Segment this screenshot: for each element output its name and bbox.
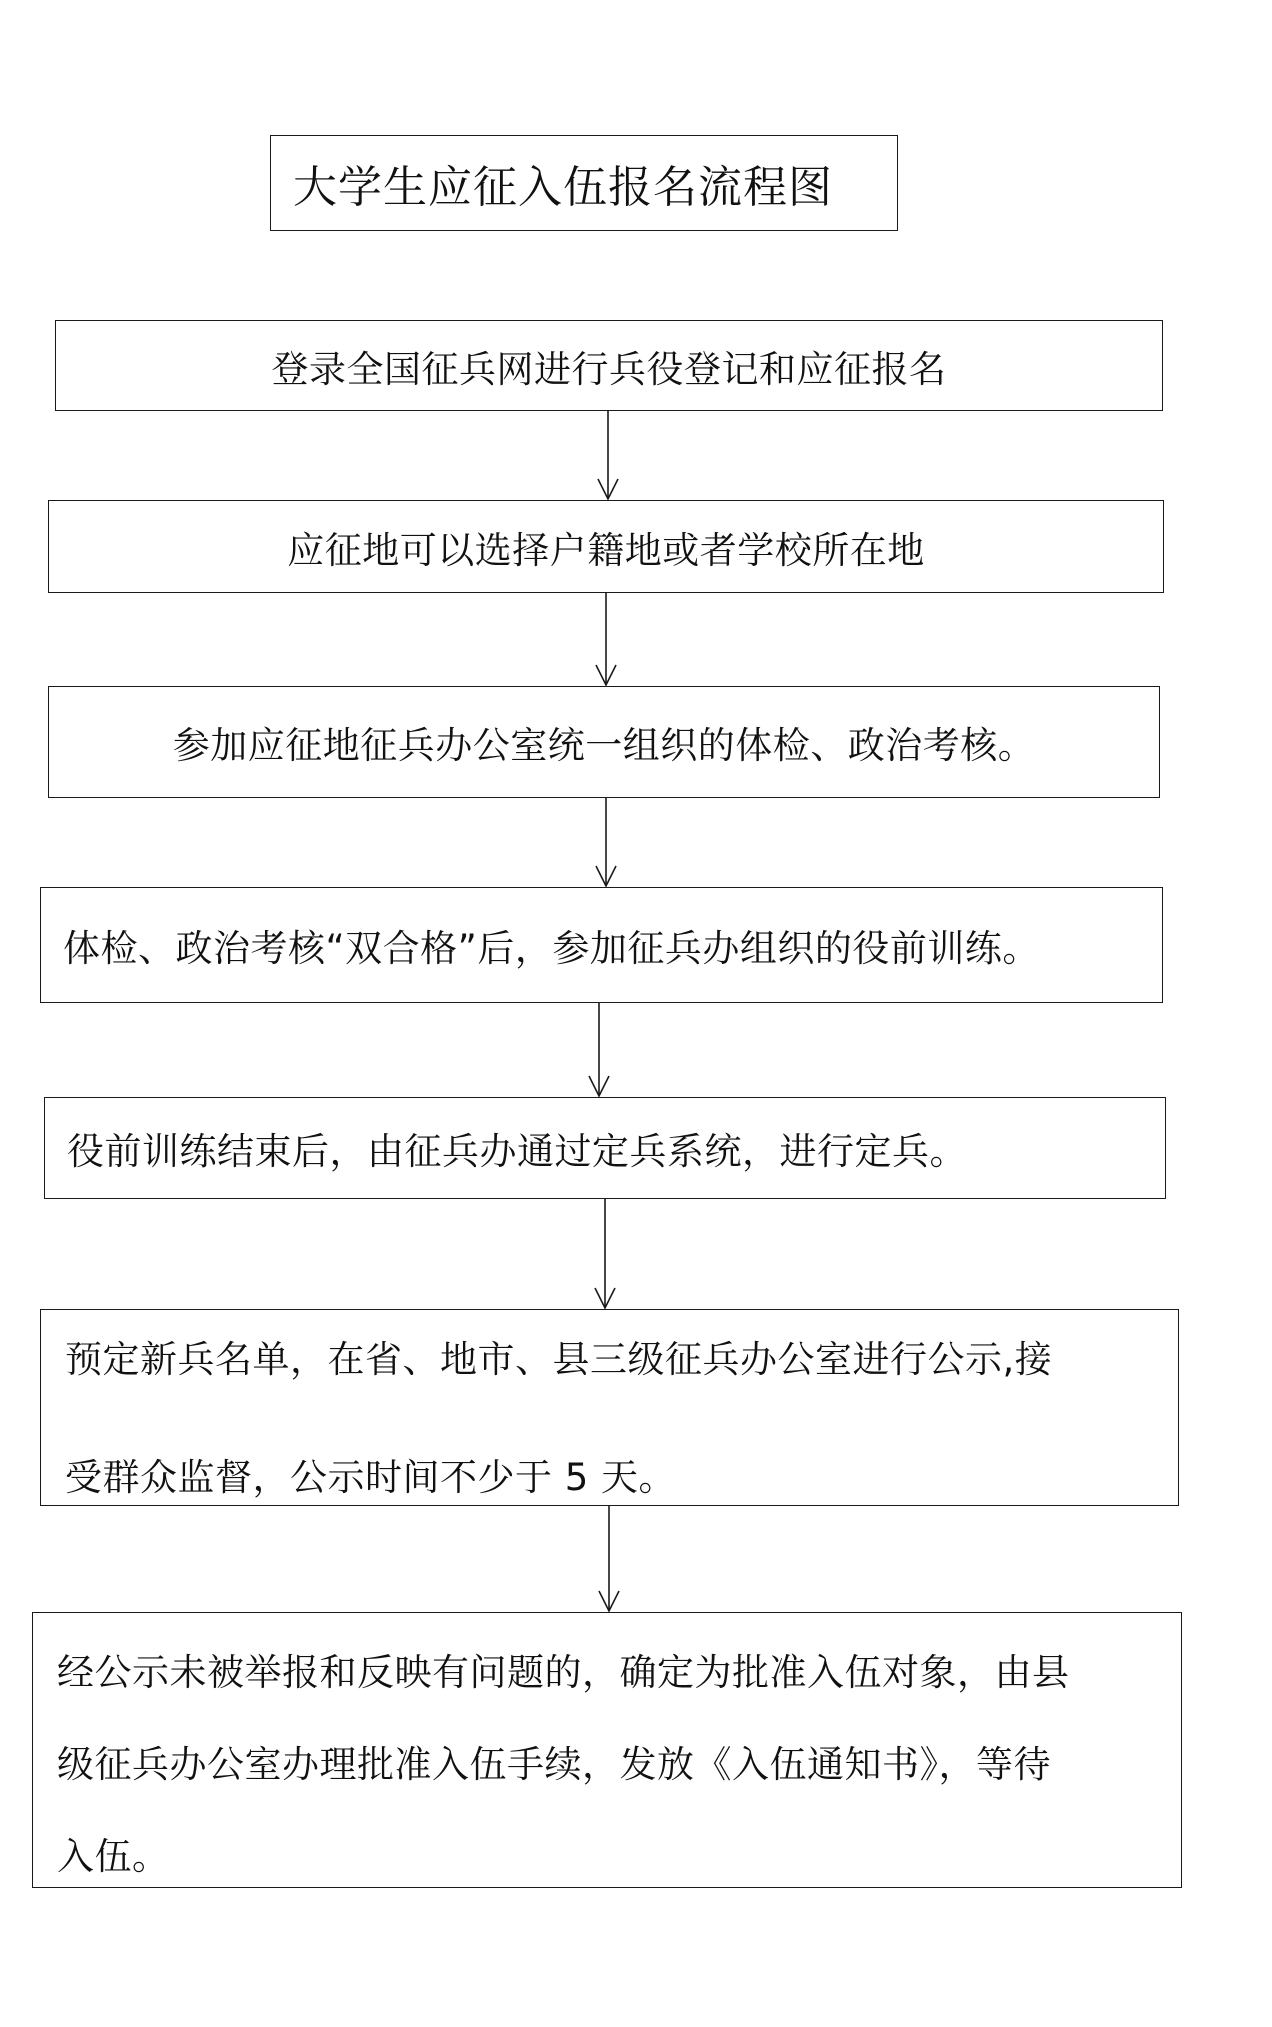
step-6-box — [40, 1309, 1179, 1506]
diagram-title: 大学生应征入伍报名流程图 — [293, 162, 833, 213]
step-7-box — [32, 1612, 1182, 1888]
step-4-box — [40, 887, 1163, 1003]
step-3-text: 参加应征地征兵办公室统一组织的体检、政治考核。 — [172, 724, 1036, 767]
step-2-box — [48, 500, 1164, 593]
arrow-step-3-to-4 — [596, 798, 616, 886]
step-1-box — [55, 320, 1163, 411]
arrow-step-5-to-6 — [595, 1199, 615, 1308]
step-6-line-1: 预定新兵名单，在省、地市、县三级征兵办公室进行公示,接 — [65, 1338, 1053, 1381]
step-2-text: 应征地可以选择户籍地或者学校所在地 — [287, 528, 925, 572]
step-6-line-2: 受群众监督，公示时间不少于 5 天。 — [65, 1456, 677, 1499]
arrow-step-2-to-3 — [596, 593, 616, 685]
step-7-text — [33, 1613, 1181, 1877]
step-4-text: 体检、政治考核“双合格”后，参加征兵办组织的役前训练。 — [63, 927, 1040, 970]
step-3-box — [48, 686, 1160, 798]
arrow-step-1-to-2 — [598, 411, 618, 499]
step-7-line-1: 经公示未被举报和反映有问题的，确定为批准入伍对象，由县 — [57, 1651, 1070, 1694]
arrow-step-4-to-5 — [589, 1003, 609, 1096]
step-7-line-3: 入伍。 — [57, 1835, 170, 1878]
step-5-text: 役前训练结束后，由征兵办通过定兵系统，进行定兵。 — [67, 1130, 967, 1173]
step-1-text: 登录全国征兵网进行兵役登记和应征报名 — [271, 347, 947, 391]
step-5-box — [44, 1097, 1166, 1199]
step-7-line-2: 级征兵办公室办理批准入伍手续，发放《入伍通知书》，等待 — [57, 1743, 1051, 1786]
step-6-text — [41, 1310, 1178, 1523]
diagram-title-box — [270, 135, 898, 231]
